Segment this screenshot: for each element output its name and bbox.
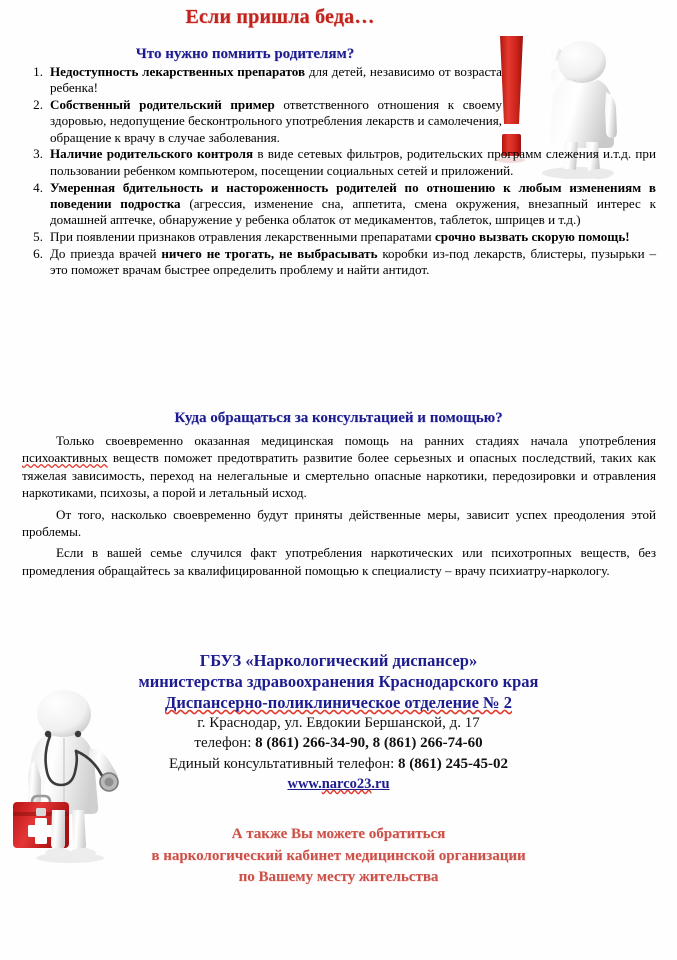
closing-line-3: по Вашему месту жительства bbox=[238, 869, 439, 885]
help-paragraphs bbox=[22, 432, 656, 583]
list-item-bold-tail: срочно вызвать скорую помощь! bbox=[434, 228, 630, 244]
closing-note bbox=[0, 824, 677, 889]
paragraph: Если в вашей семье случился факт употребления наркотических или психотропных веществ, без промедления обращайтесь за квалифицированной помощью к специалисту – врачу психиатру-наркологу. bbox=[22, 545, 656, 578]
phone-row bbox=[0, 733, 677, 754]
list-item-bold-lead: Умеренная бдительность и настороженность родителей по отношению к любым изменениям в поведении подростка bbox=[50, 179, 656, 211]
hotline-row bbox=[0, 754, 677, 775]
website-suffix: .ru bbox=[371, 776, 390, 792]
parents-reminder-list bbox=[22, 64, 656, 279]
section-heading-parents: Что нужно помнить родителям? bbox=[135, 46, 355, 62]
hotline-label: Единый консультативный телефон: bbox=[168, 755, 399, 772]
list-item bbox=[22, 229, 656, 245]
contact-information bbox=[0, 650, 677, 795]
closing-line-2: в наркологический кабинет медицинской организации bbox=[151, 847, 526, 864]
phone-label: телефон: bbox=[194, 735, 256, 751]
list-item-rest: в виде сетевых фильтров, родительских программ слежения и.т.д. при пользовании ребенком компьютером, посещении социальных сетей и приложений. bbox=[50, 146, 656, 178]
list-item bbox=[22, 246, 656, 279]
list-item-text bbox=[50, 146, 656, 179]
website-link[interactable] bbox=[0, 774, 677, 795]
list-item-text bbox=[50, 229, 656, 245]
list-item-number: 5. bbox=[33, 228, 43, 244]
list-item-number: 1. bbox=[33, 64, 43, 79]
list-item-text bbox=[50, 97, 502, 146]
list-item-bold-lead: Собственный родительский пример bbox=[50, 97, 275, 113]
list-item-rest: для детей, независимо от возраста ребенка! bbox=[50, 64, 502, 96]
list-item-lead: При появлении признаков отравления лекарственными препаратами bbox=[50, 228, 435, 244]
paragraph-after: веществ поможет предотвратить развитие более серьезных и опасных последствий, таких как тяжелая зависимость, переход на нелегальные и смертельно опасные наркотики, передозировки и отравления наркотиками, психозы, а порой и летальный исход. bbox=[22, 450, 656, 501]
section-heading-where-to-turn: Куда обращаться за консультацией и помощью? bbox=[174, 410, 503, 426]
list-item-rest: ответственного отношения к своему здоровью, недопущение бесконтрольного употребления лекарств и самолечения, обращение к врачу в случае заболевания. bbox=[50, 97, 503, 145]
organization-address: г. Краснодар, ул. Евдокии Бершанской, д. 17 bbox=[197, 715, 480, 731]
organization-name: ГБУЗ «Наркологический диспансер» bbox=[199, 651, 478, 670]
list-item-text bbox=[50, 246, 656, 279]
website-main: narco23 bbox=[321, 776, 372, 792]
list-item-number: 3. bbox=[33, 146, 43, 162]
paragraph: От того, насколько своевременно будут приняты действенные меры, зависит успех преодоления этой проблемы. bbox=[22, 506, 656, 540]
page-title: Если пришла беда… bbox=[185, 6, 375, 28]
list-item bbox=[22, 97, 656, 146]
list-item-bold-lead: Недоступность лекарственных препаратов bbox=[50, 64, 306, 79]
list-item bbox=[22, 146, 656, 179]
closing-line-1: А также Вы можете обратиться bbox=[231, 826, 446, 842]
list-item-lead: До приезда врачей bbox=[50, 245, 162, 261]
list-item-text bbox=[50, 64, 502, 97]
spellchecked-word: психоактивных bbox=[22, 450, 108, 466]
paragraph-before: Только своевременно оказанная медицинская помощь на ранних стадиях начала употребления bbox=[56, 433, 656, 448]
list-item-number: 2. bbox=[33, 97, 43, 113]
list-item-bold-lead: Наличие родительского контроля bbox=[50, 146, 254, 162]
organization-ministry: министерства здравоохранения Краснодарского края bbox=[138, 672, 539, 691]
list-item-text bbox=[50, 180, 656, 229]
list-item-bold-mid: ничего не трогать, не выбрасывать bbox=[161, 245, 378, 261]
list-item bbox=[22, 64, 656, 97]
list-item bbox=[22, 180, 656, 229]
list-item-tail: коробки из-под лекарств, блистеры, пузырьки – это поможет врачам быстрее определить проблему и найти антидот. bbox=[50, 245, 656, 278]
phone-numbers[interactable]: 8 (861) 266-34-90, 8 (861) 266-74-60 bbox=[255, 735, 483, 751]
hotline-number[interactable]: 8 (861) 245-45-02 bbox=[398, 755, 509, 772]
organization-department: Диспансерно-поликлиническое отделение № 2 bbox=[164, 693, 513, 712]
paragraph bbox=[22, 432, 656, 502]
list-item-number: 4. bbox=[33, 179, 43, 195]
list-item-rest: (агрессия, изменение сна, аппетита, смена окружения, внезапный интерес к домашней аптечке, обнаружение у ребенка облаток от медикаментов, таблеток, шприцев и т.д.) bbox=[50, 195, 656, 228]
website-prefix: www. bbox=[287, 776, 322, 792]
list-item-number: 6. bbox=[33, 245, 43, 261]
